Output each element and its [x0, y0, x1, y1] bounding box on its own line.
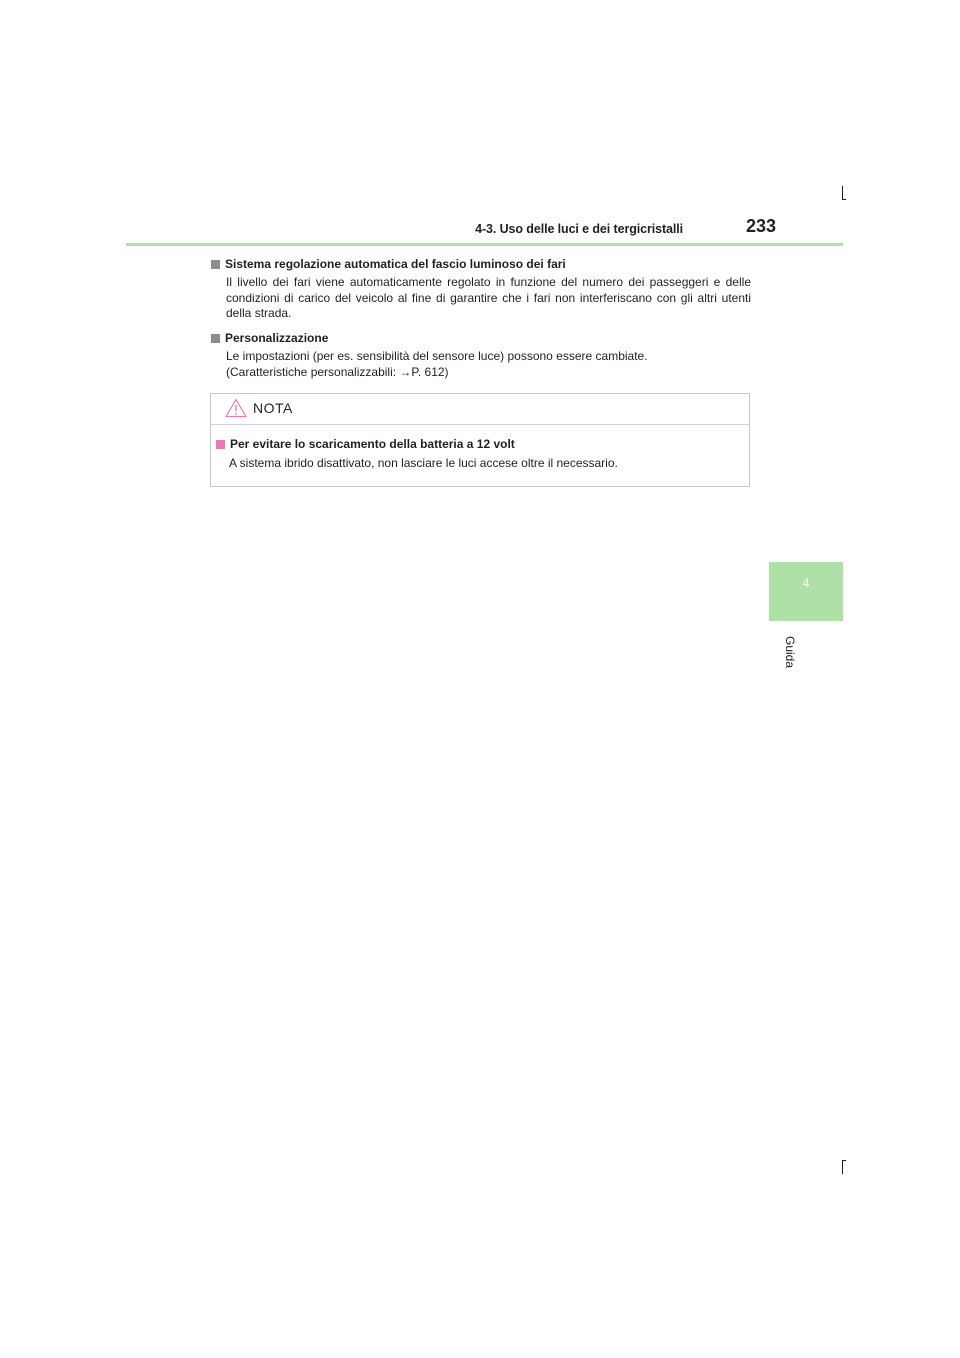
header-rule: [126, 243, 843, 246]
square-bullet-icon: [216, 440, 225, 449]
note-header: [211, 394, 749, 425]
section-headlight-leveling: [211, 257, 751, 322]
crop-mark-bottom-right-foot: [842, 1160, 846, 1161]
square-bullet-icon: [211, 260, 220, 269]
warning-triangle-icon: [225, 398, 247, 418]
crop-mark-top-right: [842, 186, 843, 200]
section-title: 4-3. Uso delle luci e dei tergicristalli: [475, 222, 683, 236]
note-title: NOTA: [253, 400, 293, 416]
section-heading-text: Personalizzazione: [225, 331, 329, 345]
section-paragraph: Le impostazioni (per es. sensibilità del sensore luce) possono essere cambiate.: [226, 349, 648, 363]
section-paragraph: Il livello dei fari viene automaticamente regolato in funzione del numero dei passeggeri e delle condizioni di carico del veicolo al fine di garantire che i fari non interferiscano con gli altri utenti della strada.: [226, 275, 751, 320]
section-customization: [211, 331, 751, 380]
chapter-tab[interactable]: [769, 562, 843, 621]
crop-mark-bottom-right: [842, 1160, 843, 1174]
section-heading: [211, 257, 751, 272]
section-body: [226, 349, 751, 380]
square-bullet-icon: [211, 334, 220, 343]
crop-mark-top-right-foot: [842, 199, 846, 200]
chapter-number: 4: [802, 576, 810, 590]
section-heading: [211, 331, 751, 346]
note-heading-text: Per evitare lo scaricamento della batteria a 12 volt: [230, 437, 515, 451]
chapter-name-label: Guida: [783, 635, 797, 669]
note-box: [210, 393, 750, 487]
page-number: 233: [745, 216, 776, 236]
section-heading-text: Sistema regolazione automatica del fascio luminoso dei fari: [225, 257, 566, 271]
note-text: A sistema ibrido disattivato, non lasciare le luci accese oltre il necessario.: [229, 456, 618, 470]
section-paragraph-link[interactable]: (Caratteristiche personalizzabili: →P. 612): [226, 364, 449, 379]
note-item: [216, 437, 741, 471]
chapter-name: [783, 632, 797, 672]
section-body: [226, 275, 751, 322]
note-heading: [216, 437, 741, 452]
